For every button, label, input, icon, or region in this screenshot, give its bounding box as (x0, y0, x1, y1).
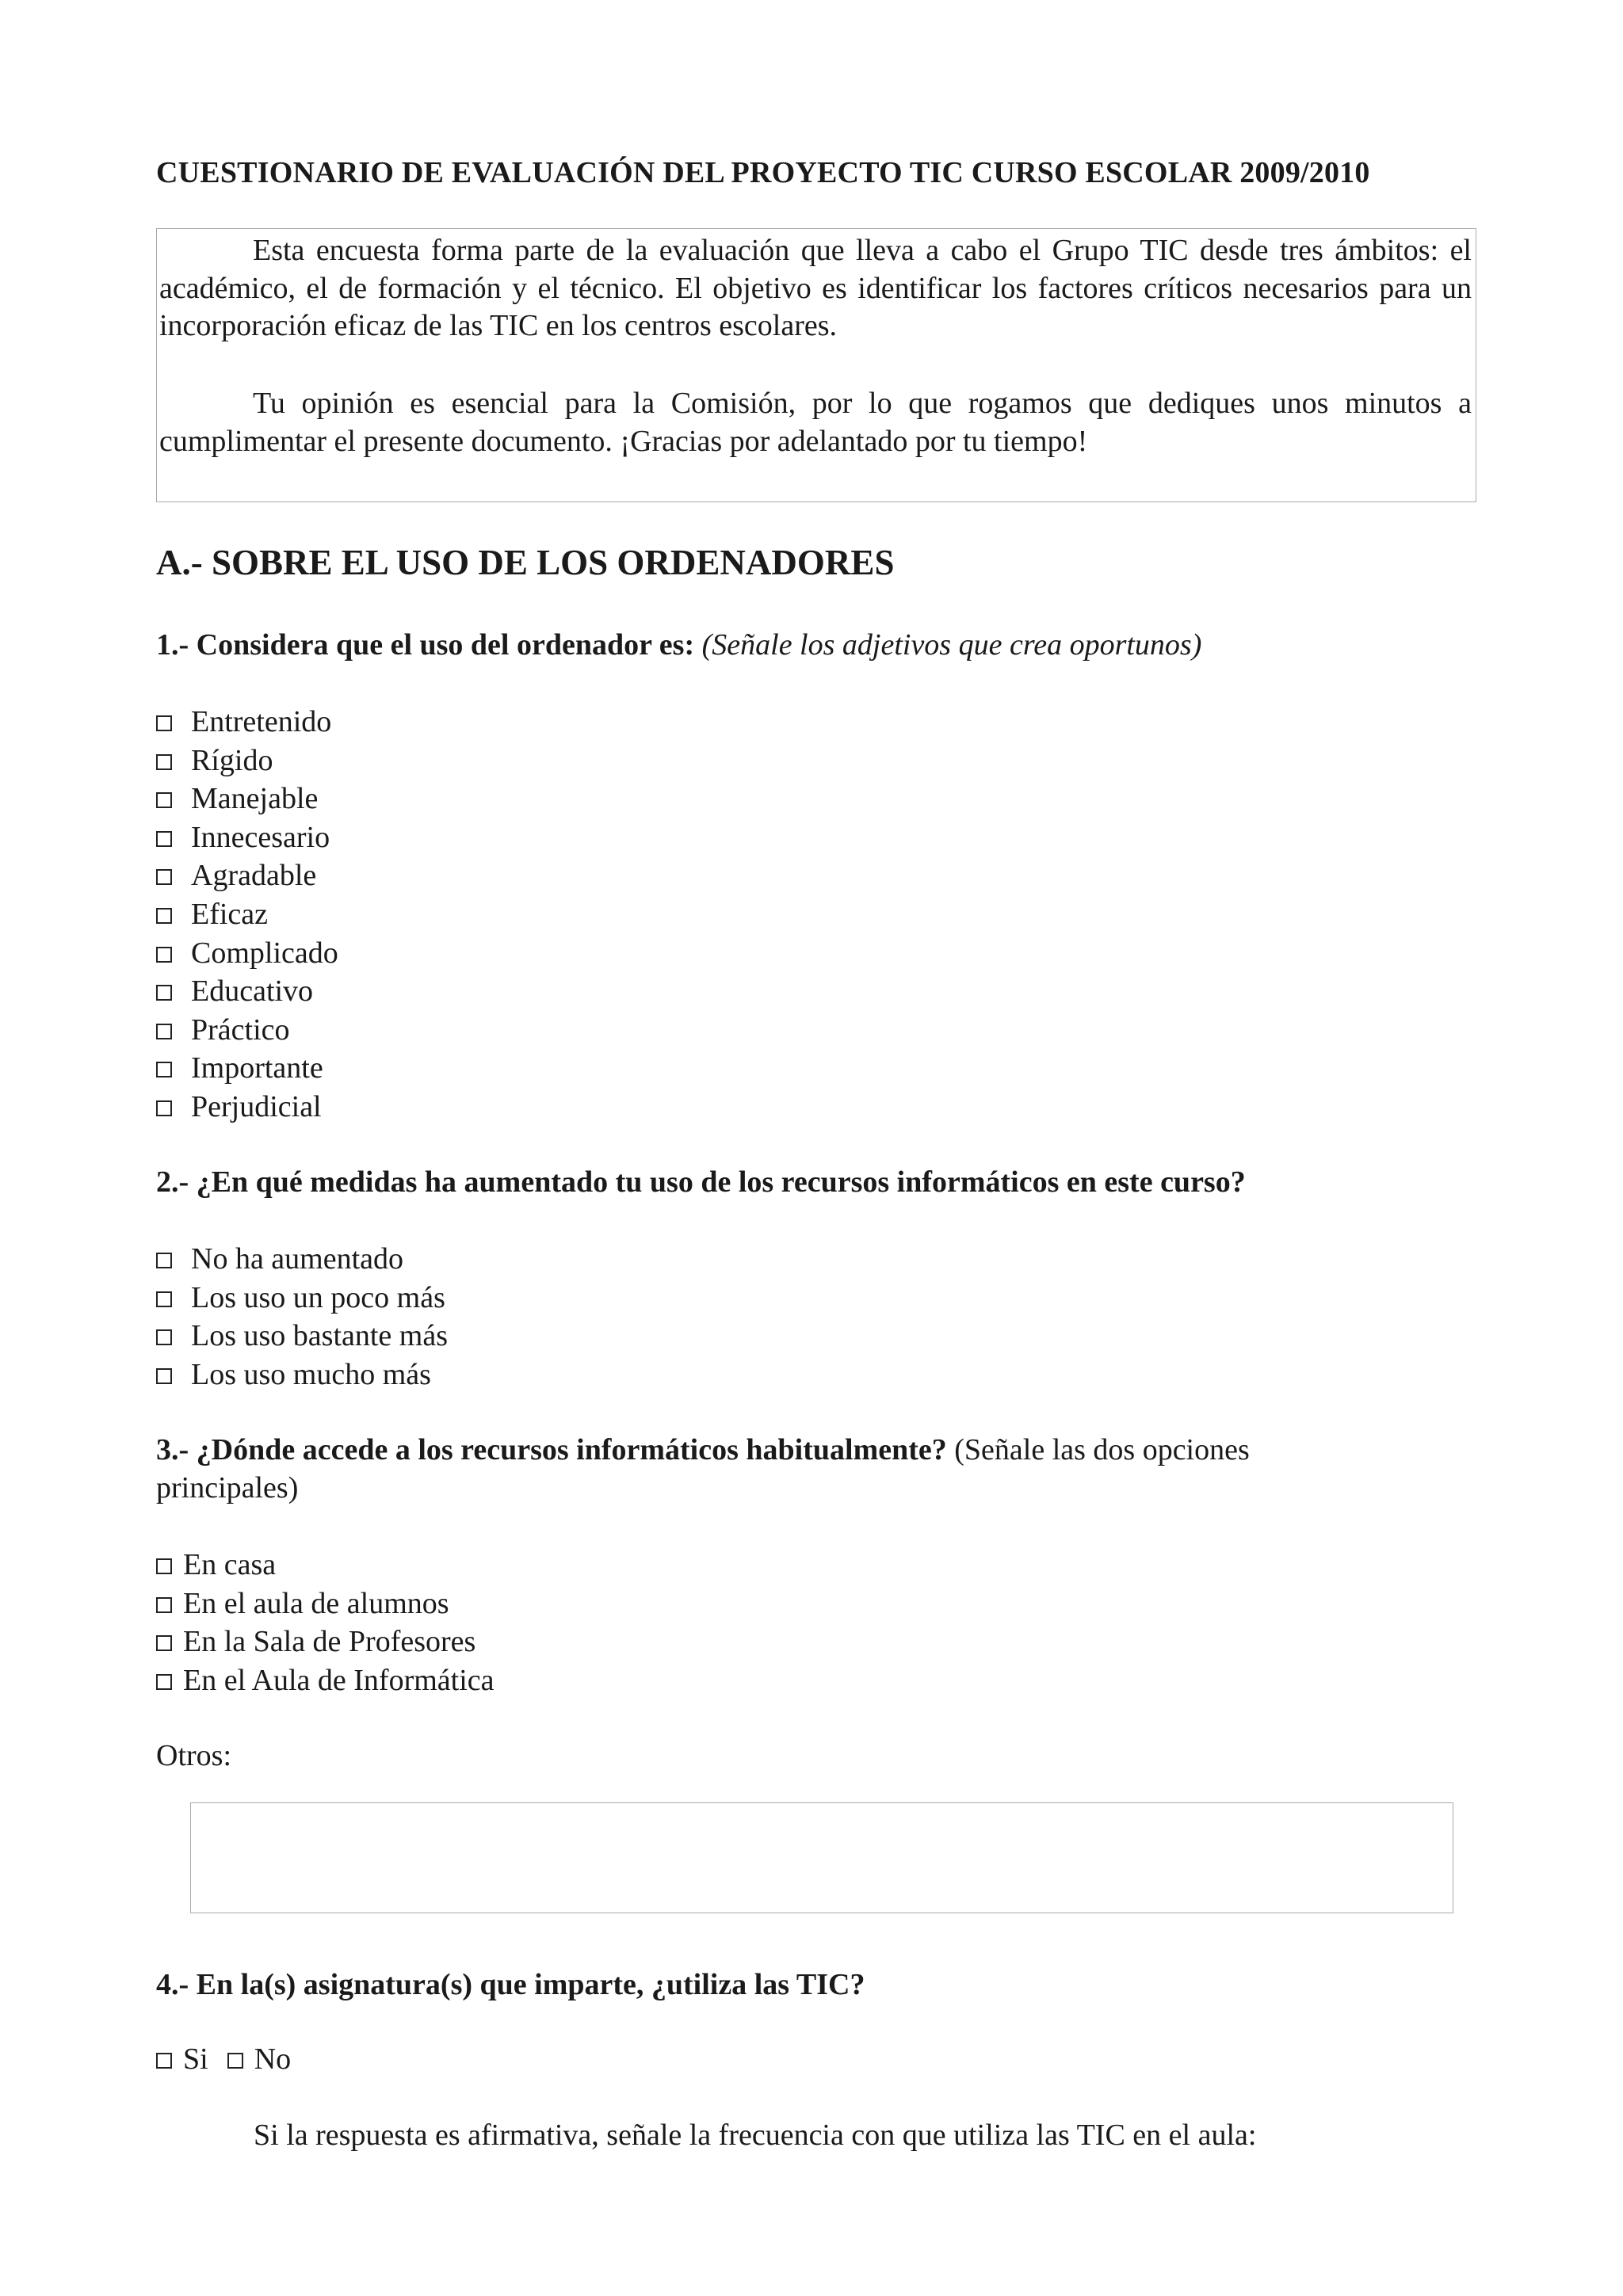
checkbox-icon[interactable] (156, 1597, 172, 1613)
option-yes[interactable] (156, 2042, 208, 2076)
option-no[interactable] (227, 2042, 291, 2076)
option-aula-alumnos[interactable] (156, 1585, 449, 1623)
option-label: En el aula de alumnos (183, 1586, 449, 1620)
checkbox-icon[interactable] (156, 1368, 172, 1384)
others-input[interactable] (190, 1802, 1453, 1913)
option-eficaz[interactable] (156, 895, 268, 934)
option-bastante-mas[interactable] (156, 1317, 448, 1356)
question-4-followup: Si la respuesta es afirmativa, señale la frecuencia con que utiliza las TIC en el aula: (254, 2119, 1257, 2152)
option-complicado[interactable] (156, 934, 338, 973)
document-title: CUESTIONARIO DE EVALUACIÓN DEL PROYECTO TIC CURSO ESCOLAR 2009/2010 (156, 156, 1370, 189)
checkbox-icon[interactable] (156, 715, 172, 731)
option-educativo[interactable] (156, 972, 313, 1011)
option-label: Perjudicial (191, 1090, 322, 1123)
section-a-heading: A.- SOBRE EL USO DE LOS ORDENADORES (156, 543, 895, 582)
option-no-ha-aumentado[interactable] (156, 1240, 403, 1279)
option-label: En casa (183, 1548, 277, 1581)
option-agradable[interactable] (156, 856, 316, 895)
checkbox-icon[interactable] (156, 1024, 172, 1039)
option-label: Eficaz (191, 898, 269, 931)
checkbox-icon[interactable] (156, 1253, 172, 1268)
checkbox-icon[interactable] (156, 908, 172, 924)
option-mucho-mas[interactable] (156, 1356, 431, 1394)
option-practico[interactable] (156, 1011, 290, 1050)
question-1-hint: (Señale los adjetivos que crea oportunos) (701, 628, 1202, 662)
question-3-hint: (Señale las dos opciones principales) (156, 1433, 1250, 1505)
checkbox-icon[interactable] (156, 1558, 172, 1574)
checkbox-icon[interactable] (156, 792, 172, 808)
option-manejable[interactable] (156, 780, 318, 818)
checkbox-icon[interactable] (156, 1674, 172, 1690)
option-label: Práctico (191, 1013, 290, 1047)
option-importante[interactable] (156, 1049, 323, 1088)
option-label: Los uso un poco más (191, 1280, 445, 1314)
question-1-text: 1.- Considera que el uso del ordenador es: (156, 628, 695, 662)
checkbox-icon[interactable] (156, 1329, 172, 1345)
option-label: Entretenido (191, 705, 332, 738)
option-label: Rígido (191, 743, 273, 777)
question-2-text: 2.- ¿En qué medidas ha aumentado tu uso de los recursos informáticos en este curso? (156, 1165, 1246, 1199)
option-no-label: No (254, 2042, 292, 2076)
option-label: Los uso mucho más (191, 1357, 431, 1391)
option-label: Complicado (191, 936, 338, 970)
option-label: En la Sala de Profesores (183, 1625, 476, 1659)
checkbox-icon[interactable] (156, 869, 172, 885)
checkbox-icon[interactable] (156, 1291, 172, 1307)
checkbox-icon[interactable] (156, 831, 172, 847)
option-label: Manejable (191, 782, 319, 816)
question-4-text: 4.- En la(s) asignatura(s) que imparte, ¿utiliza las TIC? (156, 1968, 865, 2001)
option-innecesario[interactable] (156, 818, 330, 857)
checkbox-icon[interactable] (156, 985, 172, 1001)
option-sala-profesores[interactable] (156, 1623, 475, 1661)
checkbox-icon[interactable] (156, 947, 172, 963)
checkbox-icon[interactable] (156, 754, 172, 770)
question-2 (156, 1163, 1246, 1201)
question-1 (156, 626, 1201, 664)
checkbox-icon[interactable] (227, 2053, 243, 2069)
option-poco-mas[interactable] (156, 1279, 445, 1318)
option-label: Innecesario (191, 820, 330, 854)
question-3-text: 3.- ¿Dónde accede a los recursos informáticos habitualmente? (156, 1433, 947, 1466)
checkbox-icon[interactable] (156, 2053, 172, 2069)
others-label: Otros: (156, 1739, 231, 1772)
option-label: Importante (191, 1051, 323, 1085)
option-en-casa[interactable] (156, 1546, 276, 1585)
option-perjudicial[interactable] (156, 1088, 322, 1127)
option-yes-label: Si (183, 2042, 208, 2076)
question-3 (156, 1431, 1392, 1507)
checkbox-icon[interactable] (156, 1635, 172, 1651)
option-label: No ha aumentado (191, 1242, 404, 1276)
option-label: Educativo (191, 974, 314, 1009)
intro-paragraph-1: Esta encuesta forma parte de la evaluación que lleva a cabo el Grupo TIC desde tres ámbitos: el académico, el de formación y el técnico. El objetivo es identificar los factores críticos necesarios para un incorporación eficaz de las TIC en los centros escolares. (159, 234, 1472, 342)
option-label: Los uso bastante más (191, 1319, 449, 1353)
checkbox-icon[interactable] (156, 1100, 172, 1116)
question-4 (156, 1966, 865, 2004)
option-aula-informatica[interactable] (156, 1661, 495, 1700)
checkbox-icon[interactable] (156, 1062, 172, 1077)
option-label: En el Aula de Informática (183, 1663, 495, 1697)
option-label: Agradable (191, 859, 317, 893)
intro-paragraph-2: Tu opinión es esencial para la Comisión, por lo que rogamos que dediques unos minutos a cumplimentar el presente documento. ¡Gracias por adelantado por tu tiempo! (159, 387, 1472, 458)
option-entretenido[interactable] (156, 703, 331, 742)
yes-no-options (156, 2040, 291, 2078)
option-rigido[interactable] (156, 742, 273, 780)
